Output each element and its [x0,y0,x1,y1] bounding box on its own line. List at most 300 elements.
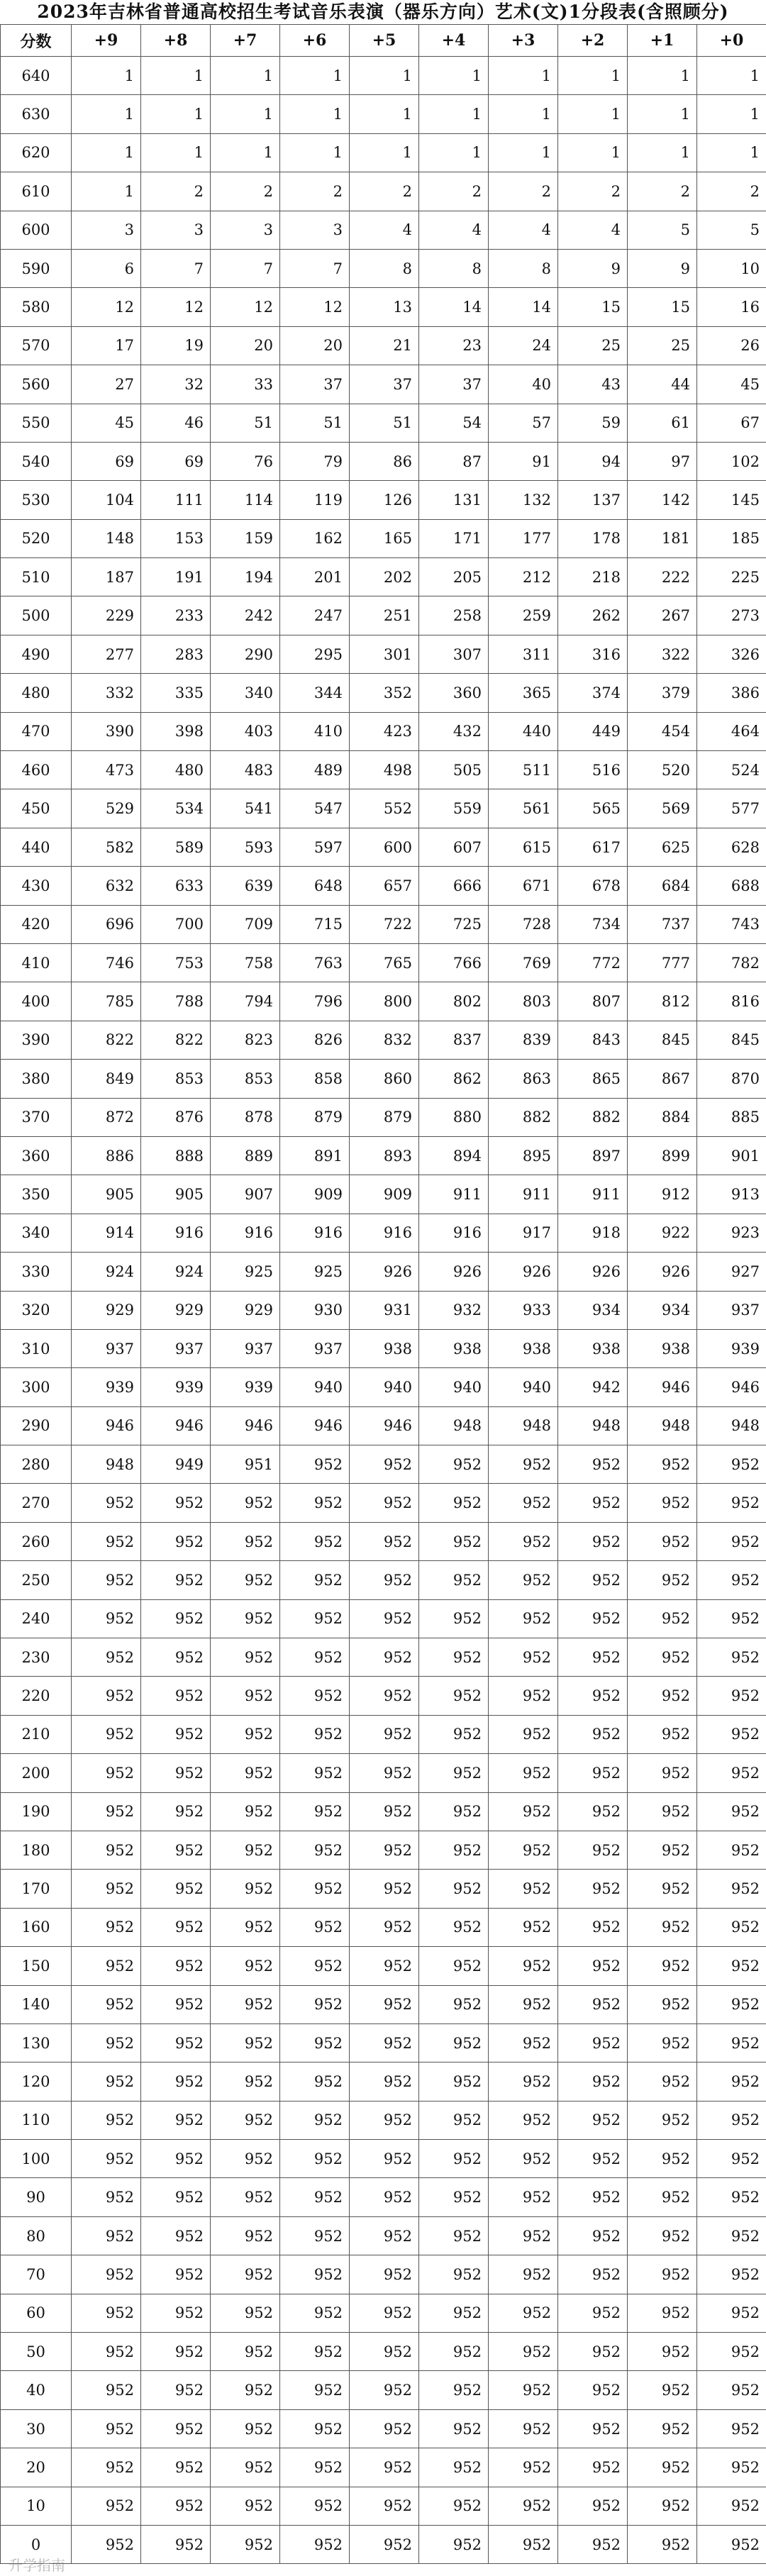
count-cell: 59 [558,404,628,442]
count-cell: 480 [141,751,211,789]
count-cell: 796 [280,982,350,1021]
count-cell: 483 [211,751,280,789]
count-cell: 946 [72,1406,141,1445]
count-cell: 307 [419,635,489,673]
count-cell: 165 [350,519,419,557]
score-cell: 190 [1,1792,72,1831]
score-cell: 180 [1,1831,72,1869]
score-cell: 440 [1,828,72,866]
count-cell: 923 [697,1214,766,1252]
count-cell: 132 [489,481,558,519]
count-cell: 952 [211,1561,280,1599]
count-cell: 882 [489,1098,558,1136]
count-cell: 952 [489,2216,558,2255]
count-cell: 933 [489,1291,558,1329]
column-header: +0 [697,25,766,57]
count-cell: 15 [558,288,628,326]
count-cell: 2 [628,172,697,211]
column-header: +8 [141,25,211,57]
count-cell: 529 [72,789,141,828]
count-cell: 952 [141,1792,211,1831]
count-cell: 952 [697,2409,766,2448]
count-cell: 952 [141,2023,211,2062]
count-cell: 952 [72,2333,141,2371]
count-cell: 952 [211,1522,280,1560]
score-cell: 400 [1,982,72,1021]
count-cell: 440 [489,712,558,750]
count-cell: 952 [558,2294,628,2332]
score-cell: 250 [1,1561,72,1599]
count-cell: 952 [350,2101,419,2139]
count-cell: 909 [280,1175,350,1214]
count-cell: 952 [489,2448,558,2487]
count-cell: 952 [350,1908,419,1946]
count-cell: 952 [489,1870,558,1908]
score-cell: 80 [1,2216,72,2255]
count-cell: 951 [211,1445,280,1484]
table-row [1,2487,766,2525]
score-cell: 570 [1,326,72,365]
count-cell: 952 [141,1831,211,1869]
count-cell: 1 [141,95,211,133]
count-cell: 6 [72,249,141,287]
count-cell: 807 [558,982,628,1021]
table-row [1,172,766,211]
count-cell: 952 [489,1599,558,1638]
score-cell: 120 [1,2063,72,2101]
count-cell: 938 [419,1329,489,1367]
count-cell: 33 [211,365,280,404]
count-cell: 849 [72,1060,141,1098]
count-cell: 891 [280,1136,350,1175]
count-cell: 952 [350,2409,419,2448]
count-cell: 489 [280,751,350,789]
count-cell: 952 [489,2140,558,2178]
count-cell: 858 [280,1060,350,1098]
count-cell: 57 [489,404,558,442]
count-cell: 952 [72,2294,141,2332]
count-cell: 916 [350,1214,419,1252]
count-cell: 952 [558,1985,628,2023]
count-cell: 267 [628,596,697,635]
count-cell: 911 [558,1175,628,1214]
count-cell: 886 [72,1136,141,1175]
count-cell: 145 [697,481,766,519]
score-table [0,24,766,2564]
watermark: 升学指南 [9,2557,65,2574]
count-cell: 816 [697,982,766,1021]
count-cell: 952 [350,1522,419,1560]
count-cell: 952 [558,2178,628,2216]
table-row [1,288,766,326]
count-cell: 19 [141,326,211,365]
count-cell: 952 [211,2371,280,2409]
count-cell: 929 [141,1291,211,1329]
count-cell: 148 [72,519,141,557]
score-cell: 610 [1,172,72,211]
score-cell: 430 [1,867,72,905]
count-cell: 952 [419,1445,489,1484]
count-cell: 769 [489,943,558,982]
count-cell: 952 [697,1638,766,1677]
table-row [1,481,766,519]
count-cell: 763 [280,943,350,982]
count-cell: 952 [628,2448,697,2487]
count-cell: 9 [558,249,628,287]
count-cell: 326 [697,635,766,673]
count-cell: 10 [697,249,766,287]
count-cell: 952 [697,2333,766,2371]
count-cell: 374 [558,674,628,712]
table-row [1,1599,766,1638]
table-header-row [1,25,766,57]
count-cell: 952 [141,2255,211,2294]
count-cell: 1 [72,95,141,133]
count-cell: 1 [419,95,489,133]
count-cell: 949 [141,1445,211,1484]
count-cell: 952 [141,2333,211,2371]
count-cell: 952 [141,2448,211,2487]
count-cell: 119 [280,481,350,519]
count-cell: 929 [211,1291,280,1329]
table-row [1,2063,766,2101]
count-cell: 952 [558,1484,628,1522]
count-cell: 952 [280,2487,350,2525]
count-cell: 2 [558,172,628,211]
count-cell: 952 [280,2216,350,2255]
count-cell: 917 [489,1214,558,1252]
count-cell: 952 [72,1715,141,1753]
count-cell: 952 [350,1599,419,1638]
count-cell: 615 [489,828,558,866]
count-cell: 69 [72,442,141,480]
count-cell: 952 [697,2101,766,2139]
count-cell: 607 [419,828,489,866]
count-cell: 258 [419,596,489,635]
count-cell: 12 [211,288,280,326]
count-cell: 952 [72,2023,141,2062]
count-cell: 311 [489,635,558,673]
table-row [1,442,766,480]
score-cell: 450 [1,789,72,828]
score-cell: 290 [1,1406,72,1445]
count-cell: 916 [280,1214,350,1252]
count-cell: 952 [628,2140,697,2178]
score-cell: 520 [1,519,72,557]
count-cell: 1 [558,133,628,172]
count-cell: 952 [211,2448,280,2487]
table-row [1,1754,766,1792]
count-cell: 45 [72,404,141,442]
count-cell: 952 [628,1599,697,1638]
count-cell: 316 [558,635,628,673]
table-row [1,1561,766,1599]
count-cell: 948 [419,1406,489,1445]
count-cell: 952 [141,2371,211,2409]
count-cell: 12 [280,288,350,326]
count-cell: 952 [141,1715,211,1753]
count-cell: 44 [628,365,697,404]
count-cell: 952 [350,2371,419,2409]
count-cell: 4 [350,211,419,249]
count-cell: 952 [419,1561,489,1599]
count-cell: 218 [558,558,628,596]
count-cell: 952 [211,1715,280,1753]
count-cell: 916 [419,1214,489,1252]
count-cell: 952 [489,2023,558,2062]
count-cell: 1 [558,95,628,133]
table-row [1,635,766,673]
count-cell: 952 [419,2487,489,2525]
table-row [1,712,766,750]
table-row [1,2371,766,2409]
table-row [1,943,766,982]
count-cell: 657 [350,867,419,905]
count-cell: 952 [211,1792,280,1831]
count-cell: 952 [141,2409,211,2448]
count-cell: 79 [280,442,350,480]
count-cell: 952 [558,2448,628,2487]
count-cell: 952 [489,1445,558,1484]
count-cell: 577 [697,789,766,828]
score-cell: 20 [1,2448,72,2487]
count-cell: 952 [558,1677,628,1715]
table-row [1,1985,766,2023]
count-cell: 952 [697,2371,766,2409]
score-cell: 230 [1,1638,72,1677]
count-cell: 3 [141,211,211,249]
count-cell: 952 [419,2023,489,2062]
count-cell: 952 [211,1870,280,1908]
count-cell: 952 [558,1522,628,1560]
count-cell: 952 [628,2526,697,2564]
count-cell: 952 [558,1754,628,1792]
count-cell: 926 [489,1253,558,1291]
count-cell: 839 [489,1021,558,1059]
table-row [1,1175,766,1214]
count-cell: 97 [628,442,697,480]
count-cell: 952 [489,2526,558,2564]
count-cell: 1 [350,57,419,95]
count-cell: 737 [628,905,697,943]
count-cell: 952 [489,2294,558,2332]
count-cell: 8 [489,249,558,287]
count-cell: 952 [558,2333,628,2371]
count-cell: 952 [419,1870,489,1908]
count-cell: 666 [419,867,489,905]
count-cell: 952 [558,2409,628,2448]
score-cell: 560 [1,365,72,404]
count-cell: 952 [419,2409,489,2448]
count-cell: 104 [72,481,141,519]
count-cell: 952 [72,1870,141,1908]
count-cell: 952 [211,1484,280,1522]
count-cell: 938 [489,1329,558,1367]
count-cell: 283 [141,635,211,673]
count-cell: 931 [350,1291,419,1329]
count-cell: 743 [697,905,766,943]
count-cell: 952 [419,2255,489,2294]
count-cell: 12 [141,288,211,326]
count-cell: 332 [72,674,141,712]
table-row [1,2101,766,2139]
count-cell: 390 [72,712,141,750]
count-cell: 803 [489,982,558,1021]
count-cell: 46 [141,404,211,442]
score-cell: 90 [1,2178,72,2216]
table-row [1,1638,766,1677]
count-cell: 952 [350,1947,419,1985]
column-header: +9 [72,25,141,57]
count-cell: 918 [558,1214,628,1252]
count-cell: 86 [350,442,419,480]
count-cell: 872 [72,1098,141,1136]
count-cell: 952 [419,1599,489,1638]
table-row [1,1253,766,1291]
count-cell: 952 [419,2371,489,2409]
score-cell: 30 [1,2409,72,2448]
count-cell: 952 [280,1870,350,1908]
count-cell: 952 [350,1677,419,1715]
count-cell: 766 [419,943,489,982]
count-cell: 952 [211,1638,280,1677]
count-cell: 1 [350,95,419,133]
count-cell: 952 [489,2063,558,2101]
count-cell: 1 [280,95,350,133]
count-cell: 728 [489,905,558,943]
count-cell: 952 [628,2101,697,2139]
count-cell: 181 [628,519,697,557]
count-cell: 251 [350,596,419,635]
count-cell: 937 [280,1329,350,1367]
count-cell: 952 [72,1792,141,1831]
count-cell: 952 [350,1484,419,1522]
count-cell: 734 [558,905,628,943]
count-cell: 2 [141,172,211,211]
count-cell: 952 [211,1754,280,1792]
count-cell: 939 [211,1368,280,1406]
count-cell: 952 [558,2526,628,2564]
table-row [1,95,766,133]
count-cell: 91 [489,442,558,480]
count-cell: 61 [628,404,697,442]
count-cell: 952 [628,2216,697,2255]
table-row [1,905,766,943]
count-cell: 952 [141,1522,211,1560]
count-cell: 952 [141,2101,211,2139]
count-cell: 952 [628,2023,697,2062]
count-cell: 552 [350,789,419,828]
count-cell: 952 [489,2333,558,2371]
score-cell: 300 [1,1368,72,1406]
count-cell: 952 [558,2063,628,2101]
count-cell: 952 [72,2371,141,2409]
count-cell: 1 [489,133,558,172]
count-cell: 952 [419,1908,489,1946]
count-cell: 696 [72,905,141,943]
count-cell: 360 [419,674,489,712]
count-cell: 952 [697,1677,766,1715]
count-cell: 939 [141,1368,211,1406]
count-cell: 952 [280,2101,350,2139]
count-cell: 952 [350,1638,419,1677]
count-cell: 952 [72,1985,141,2023]
score-cell: 340 [1,1214,72,1252]
count-cell: 1 [558,57,628,95]
count-cell: 4 [489,211,558,249]
count-cell: 1 [280,57,350,95]
count-cell: 952 [280,2255,350,2294]
table-row [1,404,766,442]
count-cell: 597 [280,828,350,866]
count-cell: 952 [350,1445,419,1484]
count-cell: 952 [211,2216,280,2255]
count-cell: 952 [628,2178,697,2216]
count-cell: 946 [141,1406,211,1445]
count-cell: 952 [558,2023,628,2062]
count-cell: 21 [350,326,419,365]
count-cell: 43 [558,365,628,404]
count-cell: 952 [350,2526,419,2564]
count-cell: 242 [211,596,280,635]
count-cell: 410 [280,712,350,750]
count-cell: 952 [489,2487,558,2525]
count-cell: 952 [72,2526,141,2564]
count-cell: 822 [141,1021,211,1059]
count-cell: 888 [141,1136,211,1175]
count-cell: 913 [697,1175,766,1214]
score-cell: 0 [1,2526,72,2564]
count-cell: 952 [72,1522,141,1560]
count-cell: 893 [350,1136,419,1175]
count-cell: 952 [280,2063,350,2101]
count-cell: 952 [697,2023,766,2062]
count-cell: 952 [141,1677,211,1715]
count-cell: 212 [489,558,558,596]
score-cell: 640 [1,57,72,95]
count-cell: 952 [350,1792,419,1831]
column-header: +4 [419,25,489,57]
count-cell: 952 [72,2178,141,2216]
count-cell: 365 [489,674,558,712]
count-cell: 905 [141,1175,211,1214]
table-row [1,1368,766,1406]
count-cell: 926 [558,1253,628,1291]
count-cell: 37 [419,365,489,404]
count-cell: 952 [697,1792,766,1831]
count-cell: 826 [280,1021,350,1059]
count-cell: 901 [697,1136,766,1175]
count-cell: 938 [558,1329,628,1367]
count-cell: 952 [628,2063,697,2101]
count-cell: 51 [211,404,280,442]
count-cell: 909 [350,1175,419,1214]
count-cell: 952 [72,2409,141,2448]
count-cell: 423 [350,712,419,750]
count-cell: 952 [697,2178,766,2216]
table-row [1,2255,766,2294]
count-cell: 952 [697,2526,766,2564]
count-cell: 1 [489,95,558,133]
table-row [1,867,766,905]
count-cell: 15 [628,288,697,326]
score-cell: 220 [1,1677,72,1715]
count-cell: 939 [697,1329,766,1367]
count-cell: 862 [419,1060,489,1098]
count-cell: 952 [72,2255,141,2294]
count-cell: 582 [72,828,141,866]
count-cell: 229 [72,596,141,635]
